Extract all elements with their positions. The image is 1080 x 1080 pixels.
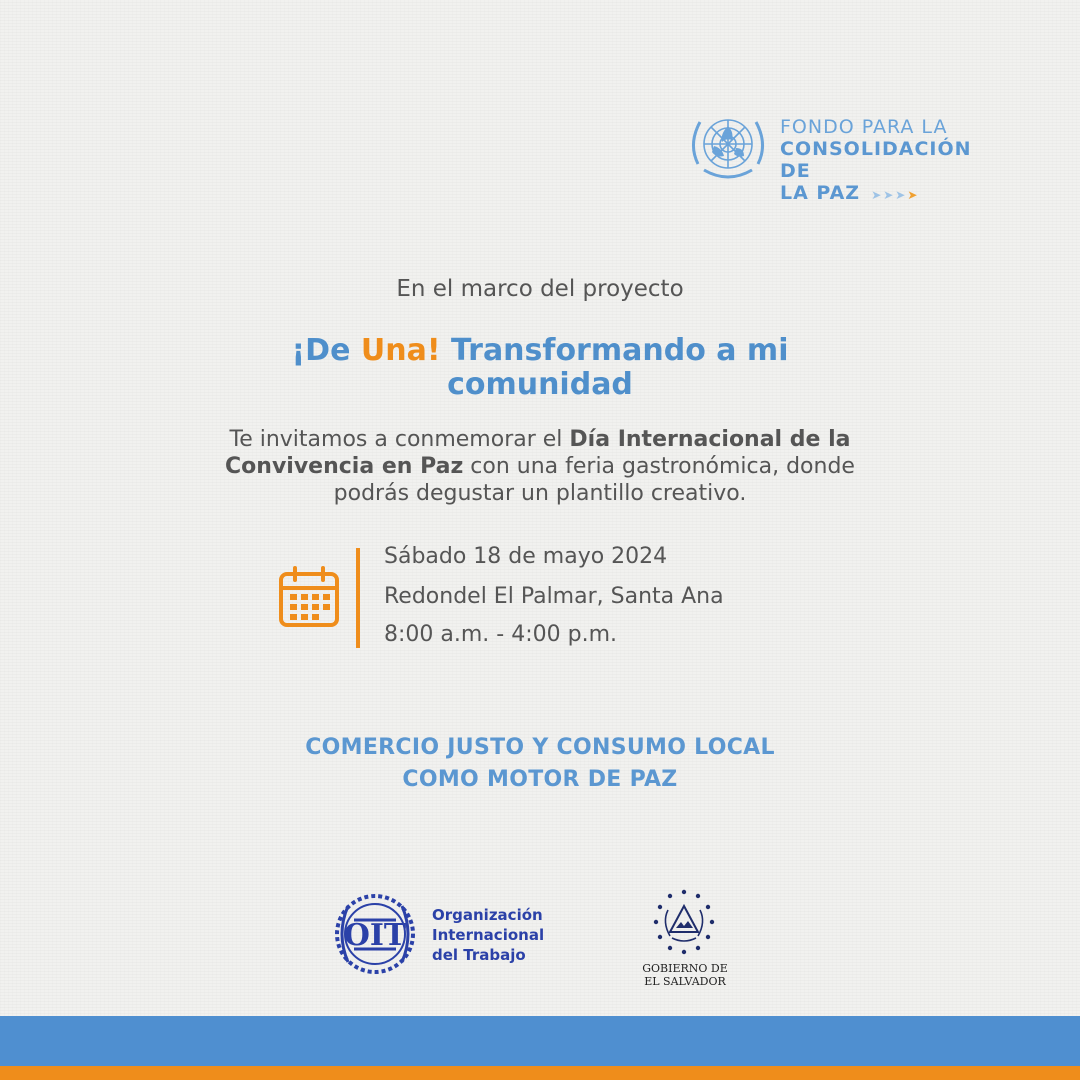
un-emblem-icon xyxy=(684,108,772,186)
invitation-text xyxy=(0,426,1080,507)
event-time: 8:00 a.m. - 4:00 p.m. xyxy=(384,622,617,647)
project-title-suffix: Transformando a mi comunidad xyxy=(440,333,789,402)
event-date: Sábado 18 de mayo 2024 xyxy=(384,544,668,569)
slogan-line1: COMERCIO JUSTO Y CONSUMO LOCAL xyxy=(305,735,775,760)
footer-blue-bar xyxy=(0,1016,1080,1066)
invite-bold: Día Internacional de la Convivencia en Paz xyxy=(225,427,851,479)
footer-orange-bar xyxy=(0,1066,1080,1080)
project-title-highlight: Una! xyxy=(360,333,441,368)
fund-name-line3: LA PAZ xyxy=(780,182,861,204)
oit-line1: Organización xyxy=(432,906,543,924)
intro-text: En el marco del proyecto xyxy=(396,276,684,302)
calendar-icon xyxy=(278,566,340,628)
gobierno-line1: GOBIERNO DE xyxy=(642,962,728,975)
project-title-prefix: ¡De xyxy=(291,333,361,368)
oit-emblem-icon xyxy=(330,892,420,976)
oit-emblem-text: OIT xyxy=(343,918,407,953)
fund-name-line2: CONSOLIDACIÓN DE xyxy=(780,138,972,182)
oit-line3: del Trabajo xyxy=(432,946,526,964)
el-salvador-coat-of-arms-icon xyxy=(648,886,720,958)
event-place: Redondel El Palmar, Santa Ana xyxy=(384,584,724,609)
event-divider xyxy=(356,548,360,648)
slogan-line2: COMO MOTOR DE PAZ xyxy=(402,767,678,792)
peacebuilding-fund-logo xyxy=(684,108,984,204)
oit-name xyxy=(432,905,544,965)
invite-part1: Te invitamos a conmemorar el xyxy=(229,427,570,452)
fund-name-line1: FONDO PARA LA xyxy=(780,116,948,138)
gobierno-line2: EL SALVADOR xyxy=(644,975,726,988)
project-title xyxy=(0,334,1080,402)
doves-icon: ➤➤➤➤ xyxy=(871,188,920,202)
invite-part2: con una feria gastronómica, donde podrás degustar un plantillo creativo. xyxy=(333,454,855,506)
gobierno-name xyxy=(610,962,760,988)
slogan xyxy=(0,732,1080,796)
oit-line2: Internacional xyxy=(432,926,545,944)
